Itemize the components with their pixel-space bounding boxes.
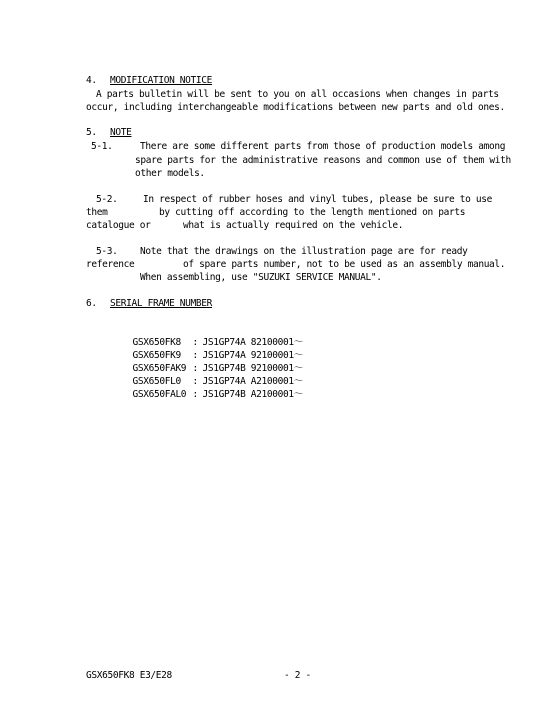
footer-page-number: - 2 - (284, 670, 311, 681)
note-5-1-line-1: There are some different parts from those of production models among (140, 141, 506, 152)
section-4-text-line-2: occur, including interchangeable modifications between new parts and old ones. (86, 102, 505, 113)
note-5-3-line-2a: reference (86, 259, 135, 270)
serial-model: GSX650FK9 (132, 350, 181, 361)
note-5-2-line-3b: what is actually required on the vehicle. (183, 220, 404, 231)
note-5-3-line-3: When assembling, use "SUZUKI SERVICE MANUAL". (140, 272, 382, 283)
note-5-2-line-1: In respect of rubber hoses and vinyl tubes, please be sure to use (143, 194, 493, 205)
section-5-number: 5. (86, 127, 97, 138)
note-5-2-line-3a: catalogue or (86, 220, 151, 231)
serial-model: GSX650FK8 (132, 337, 181, 348)
serial-separator: : (192, 350, 198, 361)
serial-separator: : (192, 376, 198, 387)
note-5-3-line-1: Note that the drawings on the illustration page are for ready (140, 246, 468, 257)
note-5-2-line-2b: by cutting off according to the length mentioned on parts (159, 207, 466, 218)
serial-separator: : (192, 363, 198, 374)
note-5-3-number: 5-3. (96, 246, 118, 257)
note-5-1-line-2: spare parts for the administrative reasons and common use of them with (135, 155, 511, 166)
serial-model: GSX650FL0 (132, 376, 181, 387)
serial-number: JS1GP74A A2100001～ (202, 376, 303, 387)
section-4-text-line-1: A parts bulletin will be sent to you on all occasions when changes in parts (96, 89, 499, 100)
serial-separator: : (192, 337, 198, 348)
section-4-heading: MODIFICATION NOTICE (110, 75, 213, 86)
section-6-number: 6. (86, 298, 97, 309)
serial-number: JS1GP74A 92100001～ (202, 350, 303, 361)
serial-model: GSX650FAL0 (132, 389, 187, 400)
serial-row (111, 375, 303, 414)
section-5-heading: NOTE (110, 127, 132, 138)
note-5-1-line-3: other models. (135, 168, 205, 179)
note-5-1-number: 5-1. (91, 141, 113, 152)
note-5-2-line-2a: them (86, 207, 108, 218)
serial-separator: : (192, 389, 198, 400)
section-4-number: 4. (86, 75, 97, 86)
section-6-heading: SERIAL FRAME NUMBER (110, 298, 213, 309)
note-5-3-line-2b: of spare parts number, not to be used as an assembly manual. (183, 259, 506, 270)
note-5-2-number: 5-2. (96, 194, 118, 205)
serial-number: JS1GP74A 82100001～ (202, 337, 303, 348)
serial-number: JS1GP74B A2100001～ (202, 389, 303, 400)
serial-model: GSX650FAK9 (132, 363, 187, 374)
footer-doc-code: GSX650FK8 E3/E28 (86, 670, 172, 681)
serial-number: JS1GP74B 92100001～ (202, 363, 303, 374)
